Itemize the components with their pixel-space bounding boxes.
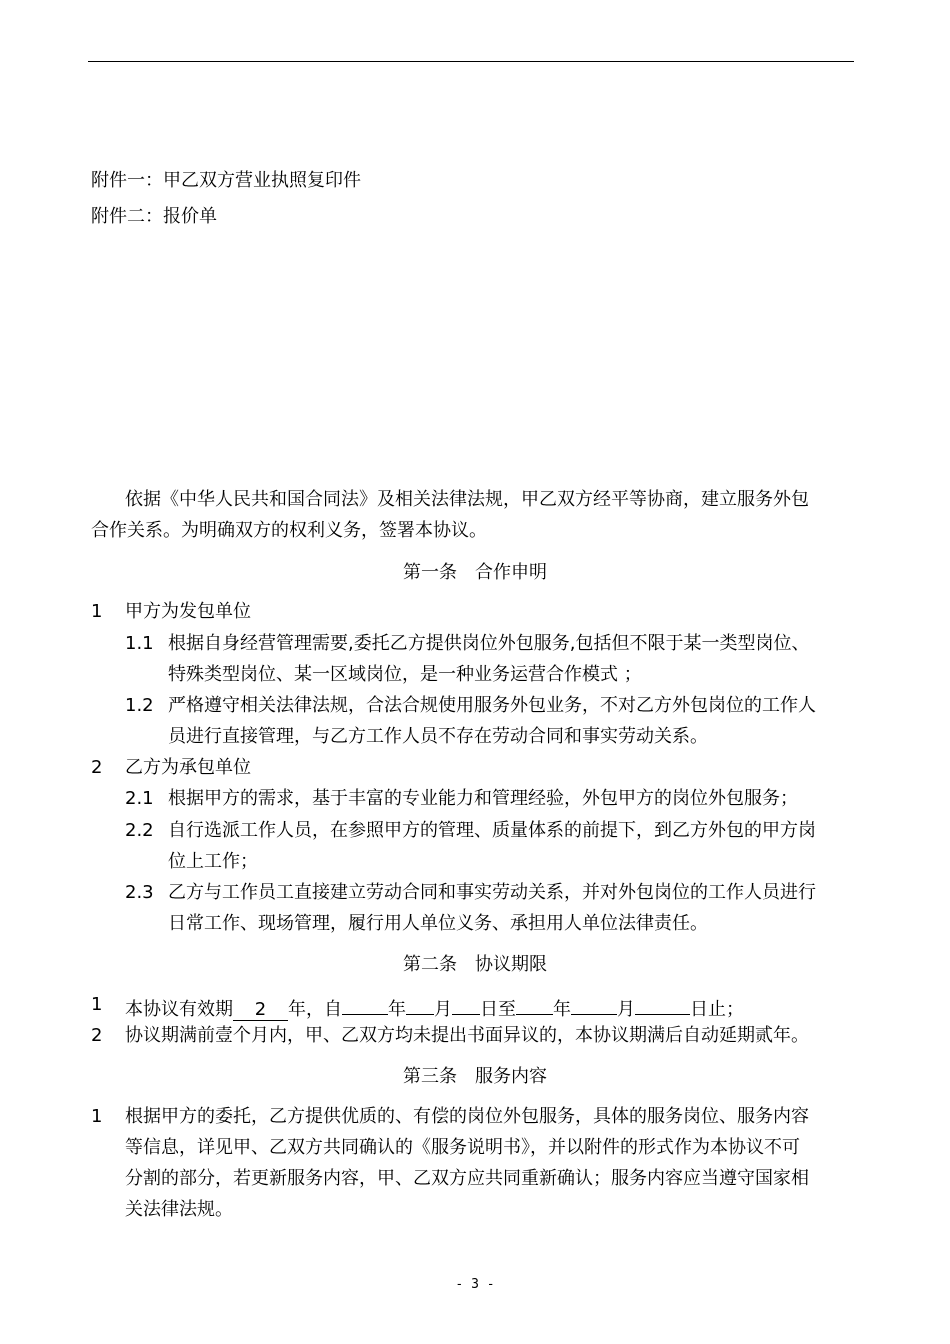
term-years-field: 2	[233, 1000, 288, 1021]
attachment-2: 附件二：报价单	[91, 206, 217, 227]
term-text: 年，自	[288, 999, 342, 1020]
item-number: 1.2	[125, 695, 154, 716]
start-month-blank	[406, 994, 434, 1015]
term-text: 日止；	[690, 999, 744, 1020]
item-number: 2	[91, 1025, 103, 1046]
intro-line-1: 依据《中华人民共和国合同法》及相关法律法规，甲乙双方经平等协商，建立服务外包	[125, 489, 809, 510]
article-1-title: 第一条 合作申明	[403, 562, 547, 583]
item-text: 协议期满前壹个月内，甲、乙双方均未提出书面异议的，本协议期满后自动延期贰年。	[125, 1025, 809, 1046]
item-number: 2.2	[125, 820, 154, 841]
item-text: 根据自身经营管理需要,委托乙方提供岗位外包服务,包括但不限于某一类型岗位、	[168, 633, 810, 654]
end-year-blank	[516, 994, 553, 1015]
item-number: 2.1	[125, 788, 154, 809]
item-text: 根据甲方的委托，乙方提供优质的、有偿的岗位外包服务，具体的服务岗位、服务内容	[125, 1106, 809, 1127]
item-number: 1	[91, 601, 103, 622]
intro-line-2: 合作关系。为明确双方的权利义务，签署本协议。	[91, 520, 487, 541]
item-text: 自行选派工作人员，在参照甲方的管理、质量体系的前提下，到乙方外包的甲方岗	[168, 820, 816, 841]
end-month-blank	[571, 994, 617, 1015]
header-rule	[88, 61, 854, 62]
article-3-title: 第三条 服务内容	[403, 1066, 547, 1087]
item-text-cont: 位上工作；	[168, 851, 258, 872]
item-text: 根据甲方的需求，基于丰富的专业能力和管理经验，外包甲方的岗位外包服务；	[168, 788, 798, 809]
item-text: 甲方为发包单位	[125, 601, 251, 622]
term-text: 日至	[480, 999, 516, 1020]
start-day-blank	[452, 994, 480, 1015]
end-day-blank	[635, 994, 690, 1015]
item-number: 2.3	[125, 882, 154, 903]
term-text: 年	[388, 999, 406, 1020]
page-number: - 3 -	[455, 1277, 495, 1292]
item-text-cont: 分割的部分，若更新服务内容，甲、乙双方应共同重新确认；服务内容应当遵守国家相	[125, 1168, 809, 1189]
term-text: 月	[434, 999, 452, 1020]
item-text-cont: 等信息，详见甲、乙双方共同确认的《服务说明书》，并以附件的形式作为本协议不可	[125, 1137, 800, 1158]
term-text: 月	[617, 999, 635, 1020]
item-text-cont: 关法律法规。	[125, 1199, 233, 1220]
item-number: 1	[91, 994, 103, 1015]
term-text: 年	[553, 999, 571, 1020]
article-2-title: 第二条 协议期限	[403, 954, 547, 975]
item-text: 乙方为承包单位	[125, 757, 251, 778]
item-number: 1.1	[125, 633, 154, 654]
item-text-cont: 员进行直接管理，与乙方工作人员不存在劳动合同和事实劳动关系。	[168, 726, 708, 747]
item-number: 2	[91, 757, 103, 778]
term-text: 本协议有效期	[125, 999, 233, 1020]
item-text: 乙方与工作员工直接建立劳动合同和事实劳动关系，并对外包岗位的工作人员进行	[168, 882, 816, 903]
item-text-cont: 特殊类型岗位、某一区域岗位，是一种业务运营合作模式 ；	[168, 664, 642, 685]
item-text-cont: 日常工作、现场管理，履行用人单位义务、承担用人单位法律责任。	[168, 913, 708, 934]
attachment-1: 附件一：甲乙双方营业执照复印件	[91, 170, 361, 191]
item-text: 严格遵守相关法律法规，合法合规使用服务外包业务，不对乙方外包岗位的工作人	[168, 695, 816, 716]
start-year-blank	[342, 994, 388, 1015]
item-number: 1	[91, 1106, 103, 1127]
term-line	[125, 994, 744, 1021]
